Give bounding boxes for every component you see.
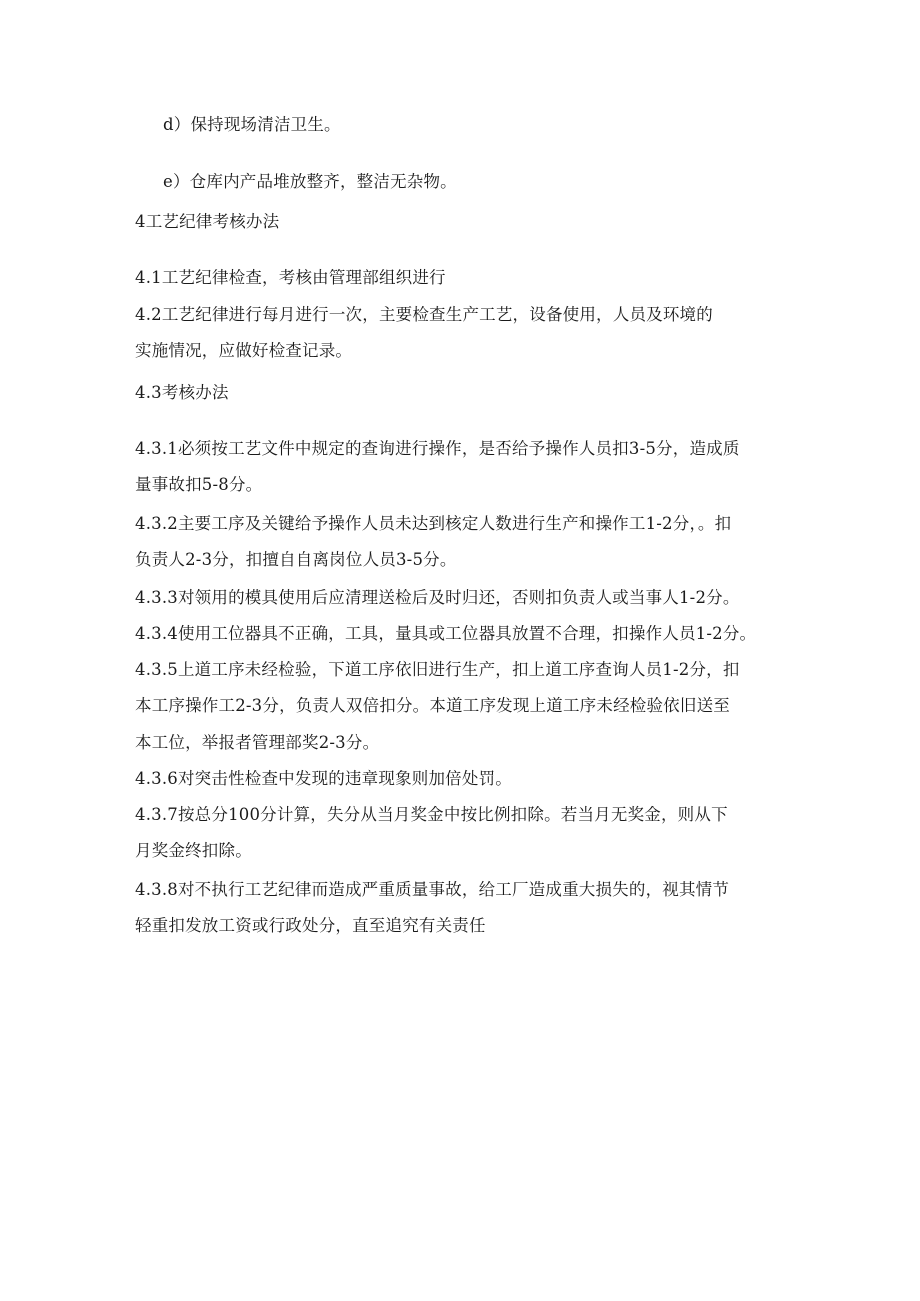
clause-4-3-5-line-3: 本工位，举报者管理部奖2-3分。 — [135, 733, 380, 752]
clause-4-2-line-1: 4.2工艺纪律进行每月进行一次，主要检查生产工艺，设备使用，人员及环境的 — [135, 305, 713, 324]
clause-4-3-7-line-1: 4.3.7按总分100分计算，失分从当月奖金中按比例扣除。若当月无奖金，则从下 — [135, 805, 728, 824]
clause-4-3-1-line-2: 量事故扣5-8分。 — [135, 475, 263, 494]
clause-4-3-5-line-2: 本工序操作工2-3分，负责人双倍扣分。本道工序发现上道工序未经检验依旧送至 — [135, 696, 730, 715]
clause-4-3-3: 4.3.3对领用的模具使用后应清理送检后及时归还，否则扣负责人或当事人1-2分。 — [135, 588, 740, 607]
clause-4-3-8-line-2: 轻重扣发放工资或行政处分，直至追究有关责任 — [135, 916, 486, 935]
item-d: d）保持现场清洁卫生。 — [163, 115, 341, 134]
clause-4-2-line-2: 实施情况，应做好检查记录。 — [135, 341, 353, 360]
clause-4-3-2-line-2: 负责人2-3分，扣擅自自离岗位人员3-5分。 — [135, 550, 457, 569]
clause-4-3-7-line-2: 月奖金终扣除。 — [135, 841, 252, 860]
clause-4-3-2-line-1: 4.3.2主要工序及关键给予操作人员未达到核定人数进行生产和操作工1-2分，。扣 — [135, 514, 732, 533]
item-e: e）仓库内产品堆放整齐，整洁无杂物。 — [163, 172, 457, 191]
clause-4-3-4: 4.3.4使用工位器具不正确，工具，量具或工位器具放置不合理，扣操作人员1-2分。 — [135, 624, 757, 643]
clause-4-1: 4.1工艺纪律检查，考核由管理部组织进行 — [135, 268, 446, 287]
section-heading: 4工艺纪律考核办法 — [135, 212, 280, 231]
clause-4-3: 4.3考核办法 — [135, 383, 229, 402]
clause-4-3-6: 4.3.6对突击性检查中发现的违章现象则加倍处罚。 — [135, 769, 512, 788]
clause-4-3-1-line-1: 4.3.1必须按工艺文件中规定的查询进行操作，是否给予操作人员扣3-5分，造成质 — [135, 439, 740, 458]
clause-4-3-8-line-1: 4.3.8对不执行工艺纪律而造成严重质量事故，给工厂造成重大损失的，视其情节 — [135, 880, 730, 899]
clause-4-3-5-line-1: 4.3.5上道工序未经检验，下道工序依旧进行生产，扣上道工序查询人员1-2分，扣 — [135, 660, 740, 679]
